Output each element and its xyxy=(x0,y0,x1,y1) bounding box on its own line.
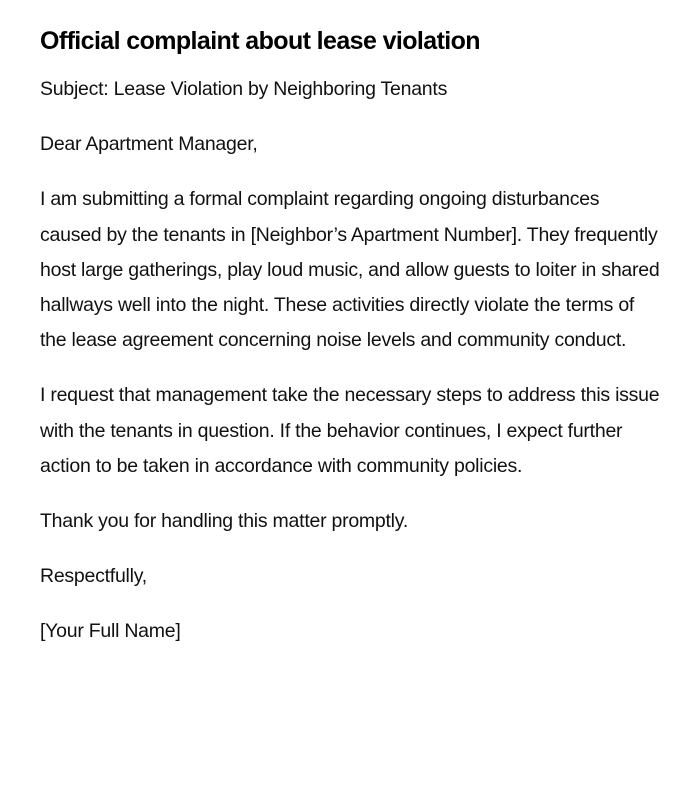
subject-line: Subject: Lease Violation by Neighboring Tenants xyxy=(40,78,448,100)
body-paragraph-request: I request that management take the necessary steps to address this issue with the tenants in question. If the behavior continues, I expect further action to be taken in accordance with community policies. xyxy=(40,384,660,477)
document-title: Official complaint about lease violation xyxy=(40,27,480,55)
body-paragraph-complaint: I am submitting a formal complaint regarding ongoing disturbances caused by the tenants in [Neighbor’s Apartment Number]. They frequently host large gatherings, play loud music, and allow guests to loiter in shared hallways well into the night. These activities directly violate the terms of the lease agreement concerning noise levels and community conduct. xyxy=(40,188,660,352)
signature-placeholder: [Your Full Name] xyxy=(40,620,181,643)
closing: Respectfully, xyxy=(40,565,147,588)
body-paragraph-thanks: Thank you for handling this matter promptly. xyxy=(40,510,408,533)
salutation: Dear Apartment Manager, xyxy=(40,133,258,156)
